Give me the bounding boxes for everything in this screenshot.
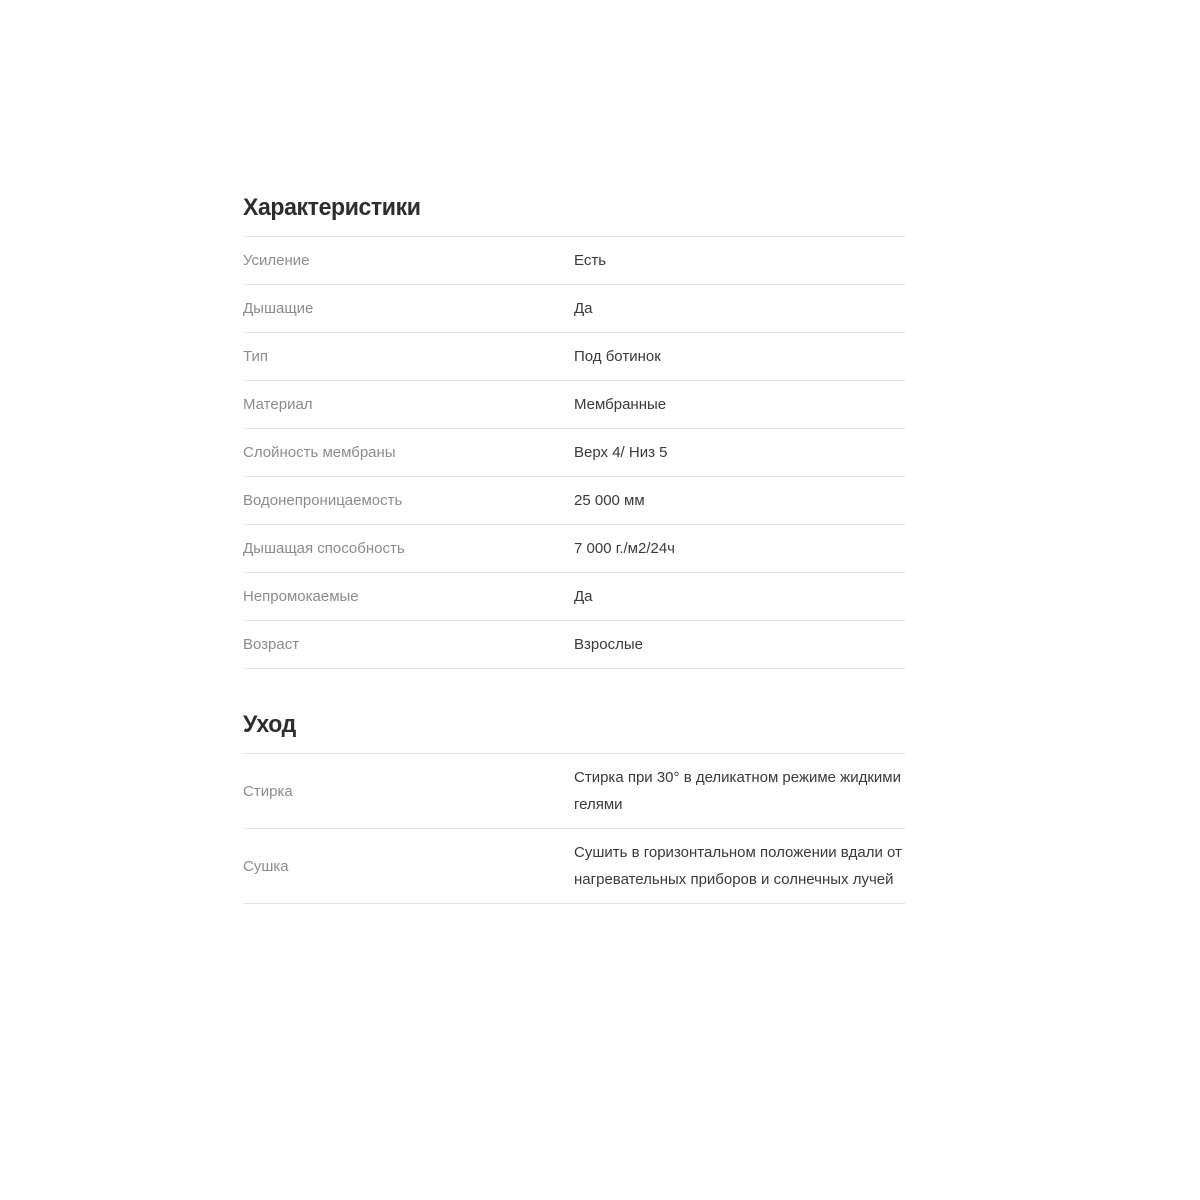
table-row — [243, 754, 905, 829]
spec-value: Да — [574, 300, 593, 317]
table-row — [243, 573, 905, 621]
spec-value: Есть — [574, 252, 607, 269]
table-row — [243, 381, 905, 429]
spec-label: Усиление — [243, 252, 310, 269]
spec-value: Стирка при 30° в деликатном режиме жидкими гелями — [574, 769, 901, 813]
section-characteristics — [243, 193, 905, 669]
spec-label: Слойность мембраны — [243, 444, 396, 461]
table-row — [243, 429, 905, 477]
spec-value: Сушить в горизонтальном положении вдали от нагревательных приборов и солнечных лучей — [574, 844, 902, 888]
table-row — [243, 525, 905, 573]
spec-value: 7 000 г./м2/24ч — [574, 540, 676, 557]
spec-label: Сушка — [243, 857, 289, 875]
table-row — [243, 621, 905, 669]
characteristics-table — [243, 236, 905, 669]
spec-label: Непромокаемые — [243, 588, 359, 605]
section-care — [243, 710, 905, 904]
spec-value: Мембранные — [574, 396, 667, 413]
characteristics-title: Характеристики — [243, 194, 421, 221]
table-row — [243, 237, 905, 285]
care-title: Уход — [243, 711, 296, 738]
table-row — [243, 333, 905, 381]
spec-label: Водонепроницаемость — [243, 492, 403, 509]
table-row — [243, 829, 905, 904]
table-row — [243, 477, 905, 525]
spec-label: Стирка — [243, 782, 293, 800]
spec-value: Под ботинок — [574, 348, 661, 365]
spec-label: Возраст — [243, 636, 300, 653]
spec-label: Дышащие — [243, 300, 314, 317]
spec-value: Взрослые — [574, 636, 643, 653]
specs-content — [243, 0, 905, 904]
spec-value: Да — [574, 588, 593, 605]
spec-value: 25 000 мм — [574, 492, 645, 509]
spec-label: Материал — [243, 396, 313, 413]
spec-label: Тип — [243, 348, 269, 365]
table-row — [243, 285, 905, 333]
spec-value: Верх 4/ Низ 5 — [574, 444, 668, 461]
spec-label: Дышащая способность — [243, 540, 405, 557]
care-table — [243, 753, 905, 904]
